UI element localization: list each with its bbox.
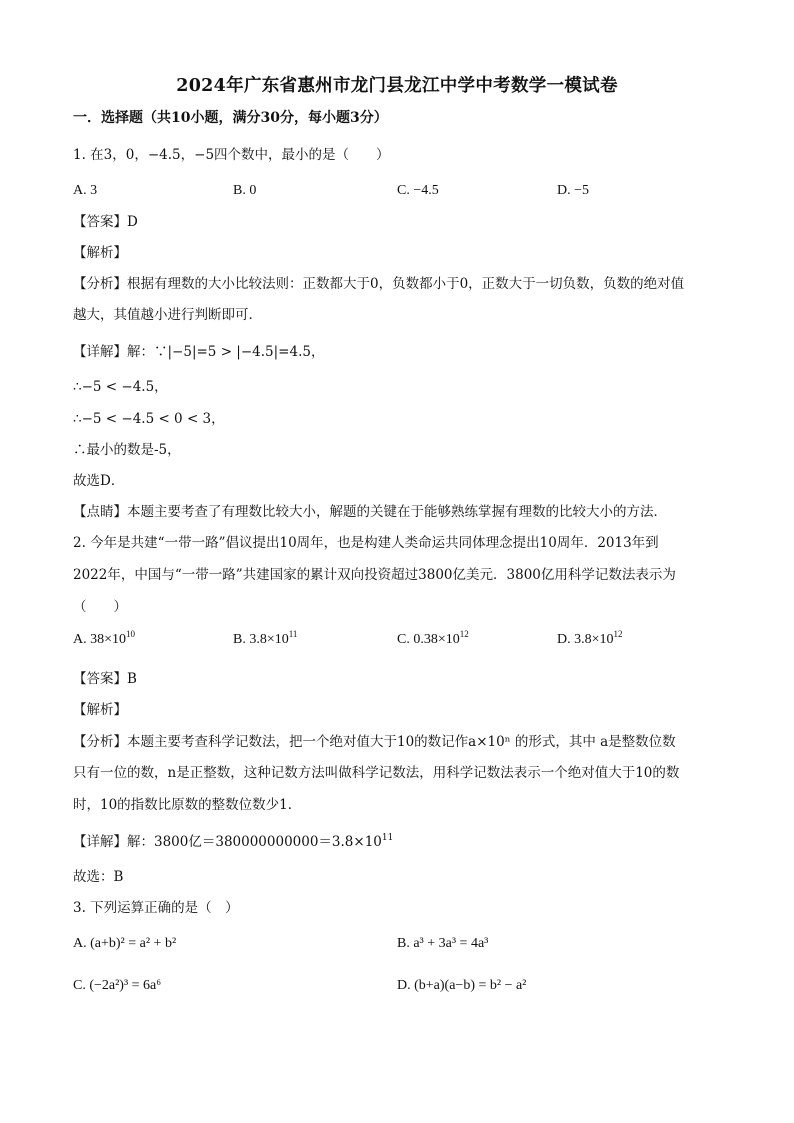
q3-option-c: C. (−2a²)³ = 6a⁶: [73, 978, 162, 993]
q2-detail: 【详解】解：3800亿$=380000000000=3.8\times 10^{11}$: [73, 833, 394, 850]
q1-conclusion: 故选D．: [73, 473, 125, 489]
q1-analysis-line-2: 越大，其值越小进行判断即可．: [73, 307, 262, 323]
q3-option-b: B. a³ + 3a³ = 4a³: [397, 936, 489, 951]
q3-stem: 3. 下列运算正确的是（ ）: [73, 900, 239, 916]
q1-detail-line-1: 【详解】解：∵|−5|=5 > |−4.5|=4.5，: [73, 344, 325, 360]
q1-detail-line-3: ∴−5 < −4.5 < 0 < 3，: [73, 411, 225, 427]
q1-dianjing: 【点睛】本题主要考查了有理数比较大小，解题的关键在于能够熟练掌握有理数的比较大小的方法．: [73, 504, 667, 520]
q1-option-c: C. −4.5: [397, 183, 439, 198]
q2-stem-line-2: 2022年，中国与“一带一路”共建国家的累计双向投资超过3800亿美元．3800亿用科学记数法表示为: [73, 567, 676, 583]
section-heading: 一．选择题（共10小题，满分30分，每小题3分）: [73, 110, 388, 126]
q2-stem-line-3: （ ）: [73, 599, 127, 615]
q2-analysis-line-3: 时，10的指数比原数的整数位数少1．: [73, 797, 302, 813]
q2-answer: 【答案】B: [73, 671, 137, 687]
q2-option-b: B. $3.8\times 10^{11}$: [233, 629, 298, 647]
q3-option-a: A. (a+b)² = a² + b²: [73, 936, 177, 951]
q1-option-b: B. 0: [233, 183, 257, 198]
q1-detail-line-2: ∴−5 < −4.5，: [73, 379, 168, 395]
q2-option-c: C. $0.38\times 10^{12}$: [397, 629, 469, 647]
q1-option-a: A. 3: [73, 183, 98, 198]
q3-option-d: D. (b+a)(a−b) = b² − a²: [397, 978, 527, 993]
q2-stem-line-1: 2. 今年是共建“一带一路”倡议提出10周年，也是构建人类命运共同体理念提出10周年．2013年到: [73, 535, 659, 551]
q1-detail-line-4: ∴最小的数是-5，: [73, 442, 181, 458]
q1-analysis-heading: 【解析】: [73, 245, 127, 261]
q1-analysis-line-1: 【分析】根据有理数的大小比较法则：正数都大于0，负数都小于0，正数大于一切负数，负数的绝对值: [73, 276, 685, 292]
q2-option-d: D. $3.8\times 10^{12}$: [557, 629, 623, 647]
q1-stem: 1. 在3，0，−4.5，−5四个数中，最小的是（ ）: [73, 147, 390, 163]
q1-answer: 【答案】D: [73, 214, 138, 230]
q1-option-d: D. −5: [557, 183, 590, 198]
q2-analysis-heading: 【解析】: [73, 702, 127, 718]
q2-analysis-line-1: 【分析】本题主要考查科学记数法，把一个绝对值大于10的数记作a×10ⁿ 的形式，其中 a是整数位数: [73, 734, 676, 750]
q2-conclusion: 故选：B: [73, 869, 124, 885]
q2-analysis-line-2: 只有一位的数，n是正整数，这种记数方法叫做科学记数法，用科学记数法表示一个绝对值大于10的数: [73, 765, 680, 781]
q2-option-a: A. $38\times 10^{10}$: [73, 629, 136, 647]
exam-title: 2024年广东省惠州市龙门县龙江中学中考数学一模试卷: [176, 76, 618, 96]
